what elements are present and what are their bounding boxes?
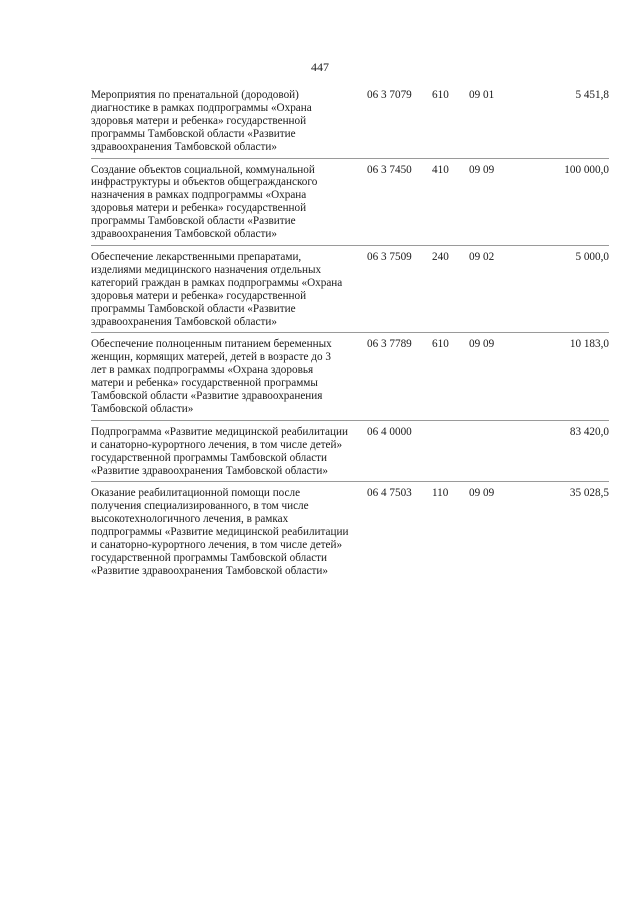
row-description: Обеспечение лекарственными препаратами, изделиями медицинского назначения отдельных категорий граждан в рамках подпрограммы «Охрана здоровья матери и ребенка» государственной программы Тамбовской области «Развитие здравоохранения Тамбовской области» <box>91 250 343 328</box>
row-target-code: 06 3 7079 <box>367 89 412 101</box>
row-expense-type: 610 <box>432 89 449 101</box>
row-section-code: 09 01 <box>469 89 495 101</box>
row-amount: 5 451,8 <box>575 89 609 101</box>
row-target-code: 06 4 7503 <box>367 487 412 500</box>
row-section-code: 09 09 <box>469 487 495 500</box>
row-expense-type: 240 <box>432 250 449 263</box>
row-description: Создание объектов социальной, коммунальной инфраструктуры и объектов общегражданского назначения в рамках подпрограммы «Охрана здоровья матери и ребенка» государственной программы Тамбовской области «Развитие здравоохранения Тамбовской области» <box>91 163 318 241</box>
row-amount: 35 028,5 <box>569 487 609 500</box>
row-target-code: 06 3 7789 <box>367 338 412 351</box>
row-amount: 5 000,0 <box>575 250 609 263</box>
row-description: Обеспечение полноценным питанием беременных женщин, кормящих матерей, детей в возрасте до 3 лет в рамках подпрограммы «Охрана здоровья матери и ребенка» государственной программы Тамбовской области «Развитие здравоохранения Тамбовской области» <box>91 338 332 415</box>
row-section-code: 09 02 <box>469 250 495 263</box>
row-expense-type: 610 <box>432 338 449 351</box>
row-section-code: 09 09 <box>469 163 495 176</box>
table-row <box>91 426 609 482</box>
row-target-code: 06 4 0000 <box>367 425 412 438</box>
row-section-code: 09 09 <box>469 338 495 351</box>
row-expense-type: 110 <box>432 487 449 500</box>
row-description: Мероприятия по пренатальной (дородовой) диагностике в рамках подпрограммы «Охрана здоровья матери и ребенка» государственной программы Тамбовской области «Развитие здравоохранения Тамбовской области» <box>91 89 312 153</box>
table-row <box>91 164 609 246</box>
row-description: Оказание реабилитационной помощи после получения специализированного, в том числе высокотехнологичного лечения, в рамках подпрограммы «Развитие медицинской реабилитации и санаторно-курортного лечения, в том числе детей» государственной программы Тамбовской области «Развитие здравоохранения Тамбовской области» <box>91 487 349 577</box>
table-row <box>91 89 609 158</box>
budget-table <box>91 89 609 582</box>
row-amount: 100 000,0 <box>564 163 609 176</box>
row-amount: 83 420,0 <box>569 425 609 438</box>
row-expense-type: 410 <box>432 163 449 176</box>
row-section-code <box>465 426 515 482</box>
budget-table-body <box>91 89 609 582</box>
row-amount: 10 183,0 <box>569 338 609 351</box>
table-row <box>91 251 609 333</box>
row-expense-type <box>432 426 465 482</box>
row-target-code: 06 3 7450 <box>367 163 412 176</box>
row-description: Подпрограмма «Развитие медицинской реабилитации и санаторно-курортного лечения, в том числе детей» государственной программы Тамбовской области «Развитие здравоохранения Тамбовской области» <box>91 425 348 477</box>
table-row <box>91 338 609 420</box>
table-row <box>91 487 609 581</box>
page-number: 447 <box>311 60 329 74</box>
row-target-code: 06 3 7509 <box>367 250 412 263</box>
